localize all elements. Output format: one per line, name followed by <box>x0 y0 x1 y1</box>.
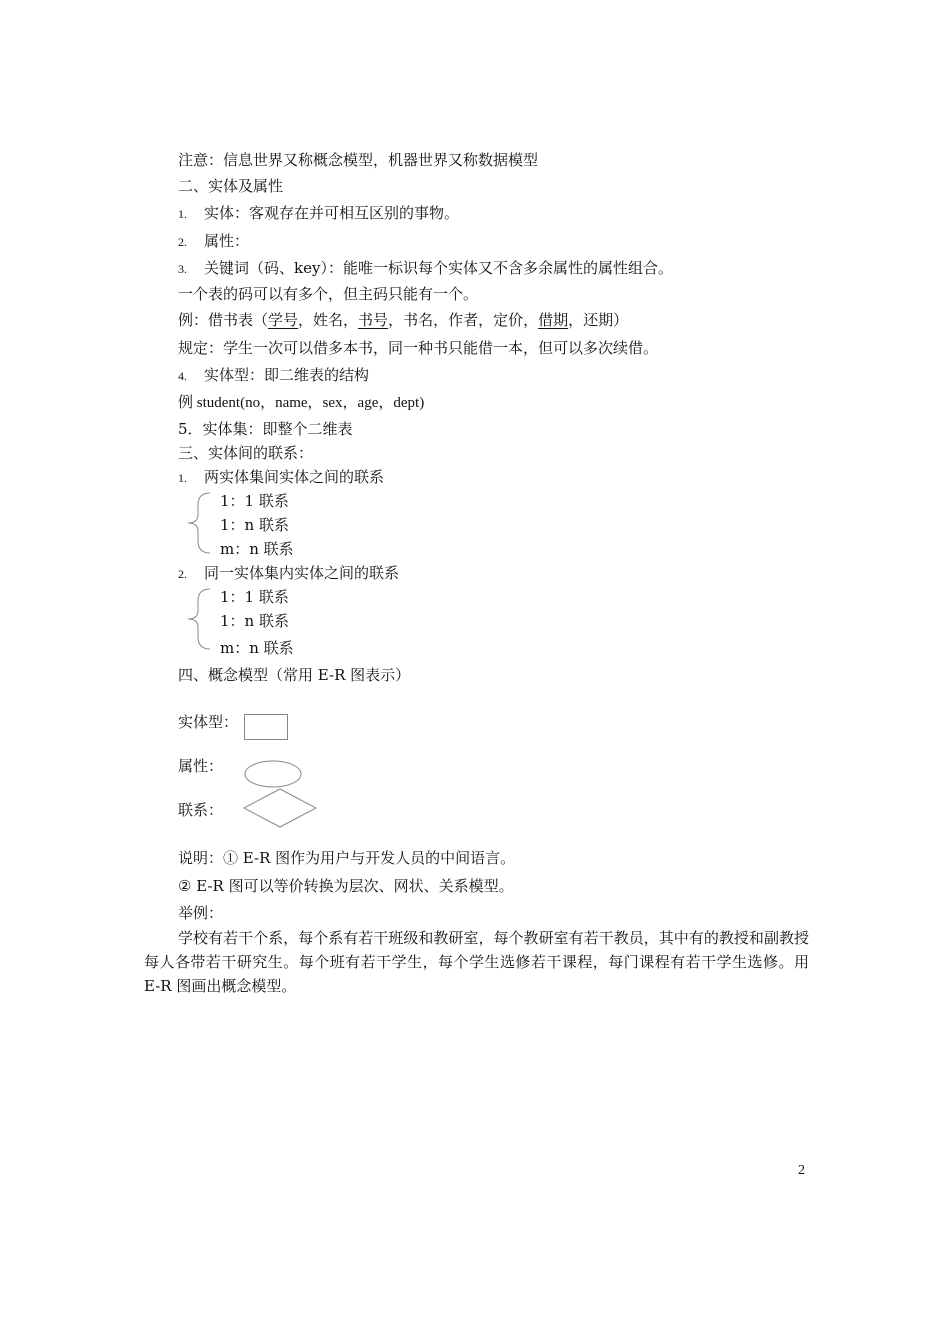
relation-2-item: m：n 联系 <box>220 639 294 657</box>
example-title: 举例： <box>178 904 224 922</box>
item-2-number: 2. <box>178 235 187 249</box>
legend-relation-label: 联系： <box>178 801 224 819</box>
item-1 <box>178 203 459 224</box>
example-part-1: ，姓名， <box>298 311 359 329</box>
entity-rectangle-icon <box>244 714 288 740</box>
note-line: 注意：信息世界又称概念模型，机器世界又称数据模型 <box>178 151 539 169</box>
section4-title: 四、概念模型（常用 E-R 图表示） <box>178 666 411 684</box>
item-3-extra: 一个表的码可以有多个，但主码只能有一个。 <box>178 285 479 303</box>
relation-2 <box>178 563 399 584</box>
relation-diamond-icon <box>243 788 317 828</box>
item-4-example: 例 student(no，name，sex，age，dept) <box>178 395 425 411</box>
relation-1 <box>178 467 384 488</box>
item-3 <box>178 258 673 279</box>
item-5: 5．实体集：即整个二维表 <box>178 420 353 438</box>
attribute-ellipse-icon <box>244 760 302 788</box>
item-1-text: 实体：客观存在并可相互区别的事物。 <box>204 204 460 222</box>
example-line <box>178 310 628 330</box>
relation-1-item: 1：n 联系 <box>220 516 289 534</box>
relation-2-item: 1：n 联系 <box>220 612 289 630</box>
example-paragraph: 学校有若干个系，每个系有若干班级和教研室，每个教研室有若干教员，其中有的教授和副教授每人各带若干研究生。每个班有若干学生，每个学生选修若干课程，每门课程有若干学生选修。用 E-R 图画出概念模型。 <box>144 929 809 995</box>
brace-icon <box>184 587 214 651</box>
relation-2-text: 同一实体集内实体之间的联系 <box>204 564 400 582</box>
example-key-2: 书号 <box>358 311 389 329</box>
item-1-number: 1. <box>178 207 187 221</box>
item-3-text: 关键词（码、key）：能唯一标识每个实体又不含多余属性的属性组合。 <box>204 259 673 277</box>
legend-attribute-label: 属性： <box>178 757 224 775</box>
brace-icon <box>184 491 214 555</box>
item-2-text: 属性： <box>204 232 250 250</box>
relation-1-number: 1. <box>178 471 187 485</box>
example-key-1: 学号 <box>268 311 299 329</box>
relation-1-item: 1：1 联系 <box>220 492 289 510</box>
relation-1-text: 两实体集间实体之间的联系 <box>204 468 385 486</box>
relation-1-item: m：n 联系 <box>220 540 294 558</box>
item-3-number: 3. <box>178 262 187 276</box>
rule-line: 规定：学生一次可以借多本书，同一种书只能借一本，但可以多次续借。 <box>178 339 659 357</box>
explain-1: 说明：① E-R 图作为用户与开发人员的中间语言。 <box>178 849 516 867</box>
page-number: 2 <box>798 1163 805 1178</box>
section2-title: 二、实体及属性 <box>178 177 284 195</box>
section3-title: 三、实体间的联系： <box>178 444 314 462</box>
example-prefix: 例：借书表（ <box>178 311 269 329</box>
item-4 <box>178 365 369 386</box>
example-part-3: ，还期） <box>568 311 629 329</box>
item-2 <box>178 231 249 252</box>
example-part-2: ，书名，作者，定价， <box>388 311 539 329</box>
relation-2-number: 2. <box>178 567 187 581</box>
relation-2-item: 1：1 联系 <box>220 588 289 606</box>
item-4-number: 4. <box>178 369 187 383</box>
item-4-text: 实体型：即二维表的结构 <box>204 366 370 384</box>
explain-2: ② E-R 图可以等价转换为层次、网状、关系模型。 <box>178 877 514 895</box>
legend-entity-label: 实体型： <box>178 713 239 731</box>
example-key-3: 借期 <box>538 311 569 329</box>
